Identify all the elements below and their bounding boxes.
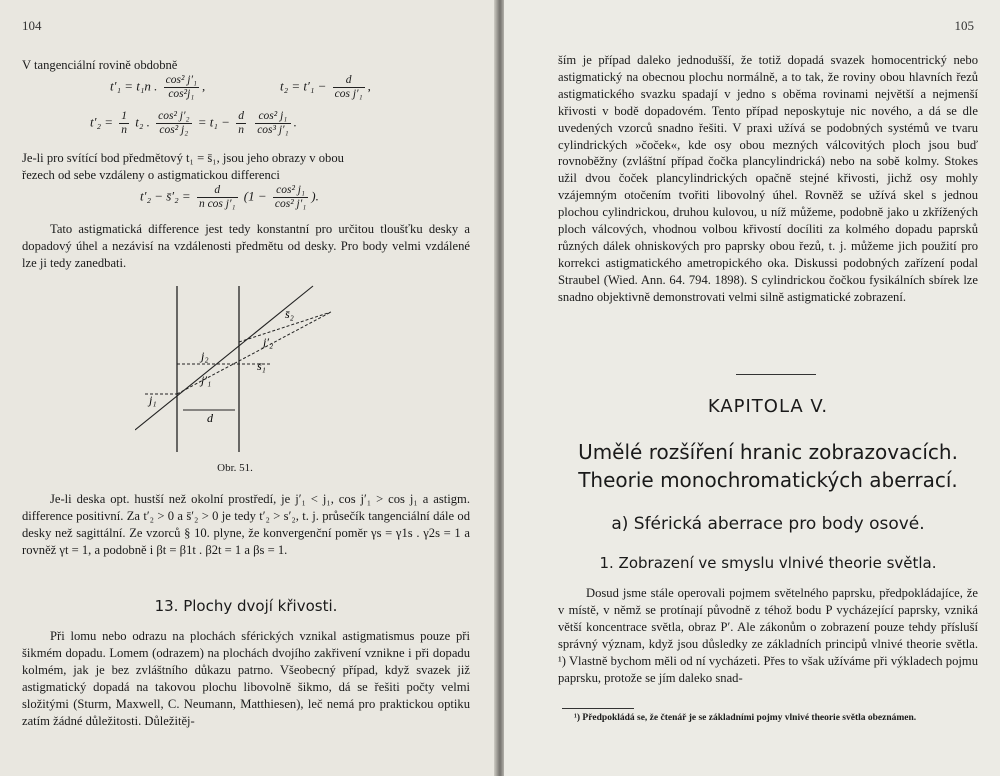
eq-fraction: [156, 110, 191, 137]
paragraph-2: Tato astigmatická difference jest tedy konstantní pro určitou tloušťku desky a dopadový úhel a nezávisí na vzdálenosti předmětu od desky. Pro body velmi vzdálené lze ji tedy zanedbati.: [22, 222, 470, 270]
paragraph-1: ším je případ daleko jednodušší, že totiž dopadá svazek homocentrický nebo astigmatický na obecnou plochu normálně, a to tak, že roviny obou hlavních řezů astigmatického svazku spadají v jedno s oběma rovinami největší a nejmenší křivosti v bodě dopadovém. Tento případ neposkytuje nic nového, a dá se dle uvedených vzorců snadno řešiti. V praxi užívá se podobných systémů ve tvaru cylindrických »čoček«, kde osy obou mezných válcovitých ploch jsou buď rovnoběžny (zvláštní případ čočka plancylindrická) nebo na sobě kolmy. Stokes užil dvou čoček plancylindrických opačně stejné křivosti, jichž osy mohly vzájemným otočením tvořiti libovolný úhel. Rovněž se užívá skel s jednou plochou cylindrickou, druhou kulovou, u níž můžeme, podobně jako u zkřížených ploch válcových, vhodnou volbou křivostí docíliti za kolmého dopadu paprsků různých dálek ohniskových pro paprsky obou řezů, t. j. můžeme jich použití pro korrekci astigmatického ametropického oka. Diskussi podobných zařízení podal Straubel (Wied. Ann. 64. 794. 1898). S cylindrickou čočkou fysikálních sbírek lze snadno objektivně demonstrovati velmi silně astigmatické zobrazení.: [558, 53, 978, 304]
label-j1-prime: j′₁: [201, 373, 212, 387]
chapter-rule: [736, 374, 816, 375]
intro-line: V tangenciální rovině obdobně: [22, 58, 178, 72]
label-s1: s̄₁: [257, 359, 266, 373]
label-j2: j₂: [201, 349, 209, 363]
subchapter-title: a) Sférická aberrace pro body osové.: [611, 514, 925, 534]
eq-num: cos² j′₂: [158, 110, 190, 122]
page-number: 105: [954, 18, 974, 33]
eq-den: cos² j₂: [159, 124, 189, 136]
eq-term: (1 −: [243, 188, 267, 204]
eq-den: cos² j′₁: [274, 198, 307, 210]
eq-fraction: [333, 74, 365, 101]
eq-term: .: [293, 114, 297, 130]
figure-51: [135, 282, 345, 457]
eq-num: cos² j₁: [273, 184, 308, 198]
eq-num: cos² j′₁: [165, 74, 198, 86]
eq-fraction: [236, 110, 246, 137]
para1-line1: Je-li pro svítící bod předmětový t₁ = s̄₁, jsou jeho obrazy v obou: [22, 151, 344, 165]
eq-num: 1: [121, 110, 127, 122]
figure-caption: Obr. 51.: [217, 462, 253, 474]
label-s2: s̄₂: [285, 307, 294, 321]
page-number: 104: [22, 18, 42, 33]
chapter-title-line2: Theorie monochromatických aberrací.: [578, 468, 958, 492]
eq-den: n: [238, 124, 244, 136]
equation-3: [140, 184, 319, 211]
eq-term: t₂ .: [135, 114, 150, 130]
eq-den: cos³ j′₁: [257, 124, 289, 136]
eq-term: t₂ = t′₁ −: [280, 78, 327, 94]
eq-term: t′₂ =: [90, 114, 113, 130]
chapter-label: KAPITOLA V.: [707, 396, 829, 417]
eq-num: d: [197, 184, 238, 198]
eq-den: n cos j′₁: [198, 198, 236, 210]
equation-1b: [280, 74, 371, 101]
right-page: [504, 0, 1000, 776]
eq-term: ).: [311, 188, 319, 204]
section-title: 1. Zobrazení ve smyslu vlnivé theorie světla.: [599, 554, 937, 572]
eq-fraction: [119, 110, 129, 137]
eq-term: t′₂ − s̄′₂ =: [140, 188, 191, 204]
eq-den: cos²j₁: [168, 88, 195, 100]
label-j1: j₁: [149, 393, 157, 407]
eq-term: ,: [367, 78, 371, 94]
eq-fraction: [255, 110, 290, 137]
eq-term: ,: [202, 78, 206, 94]
eq-fraction: [273, 184, 308, 211]
chapter-title-line1: Umělé rozšíření hranic zobrazovacích.: [578, 440, 958, 464]
footnote-rule: [562, 708, 634, 709]
paragraph-2: Dosud jsme stále operovali pojmem světelného paprsku, předpokládajíce, že v místě, v němž se protínají původně z téhož bodu P vycházející paprsky, vzniká větší koncentrace světla, obraz P′. Ale zákonům o zobrazení pouze tehdy přísluší správný význam, když jsou důsledky ze základních principů vlnivé theorie světla. ¹) Vlastně bychom měli od ní vycházeti. Přes to však užíváme při výkladech pojmu paprsku, protože se jím daleko snad-: [558, 586, 978, 685]
label-j2-prime: j′₂: [263, 335, 274, 349]
paragraph-4: Při lomu nebo odrazu na plochách sférických vznikal astigmatismus pouze při šikmém dopadu. Lomem (odrazem) na plochách dvojího zakřivení vznikne i při dopadu kolmém, jak je bez zvláštního důkazu patrno. Všeobecný případ, když svazek již astigmatický dopadá na takovou plochu libovolně šikmo, dá se řešiti počty velmi složitými (Sturm, Maxwell, C. Neumann, Matthiesen), leč nemá pro praktickou optiku zatím žádné důležitosti. Důležitěj-: [22, 629, 470, 728]
paragraph-3: Je-li deska opt. hustší než okolní prostředí, je j′₁ < j₁, cos j′₁ > cos j₁ a astigm. difference positivní. Za t′₂ > 0 a s̄′₂ > 0 je tedy t′₂ > s′₂, t. j. průsečík tangenciální dále od desky než sagittální. Ze vzorců § 10. plyne, že konvergenční poměr γs = γ1s . γ2s = 1 a rovněž γt = 1, a podobně i βt = β1t . β2t = 1 a βs = 1.: [22, 492, 470, 557]
label-d: d: [207, 411, 213, 425]
section-title: 13. Plochy dvojí křivosti.: [154, 597, 338, 615]
equation-1a: [110, 74, 205, 101]
eq-fraction: [197, 184, 238, 211]
para1-line2: řezech od sebe vzdáleny o astigmatickou differenci: [22, 168, 280, 182]
eq-term: t′₁ = t₁n .: [110, 78, 158, 94]
equation-2: [90, 110, 297, 137]
footnote: ¹) Předpokládá se, že čtenář je se základními pojmy vlnivé theorie světla obeznámen.: [574, 713, 917, 723]
eq-num: d: [333, 74, 365, 88]
left-page: [0, 0, 496, 776]
eq-fraction: [164, 74, 199, 101]
eq-num: cos² j₁: [255, 110, 290, 124]
eq-den: n: [121, 124, 127, 136]
eq-den: cos j′₁: [334, 88, 363, 100]
eq-term: = t₁ −: [197, 114, 230, 130]
eq-num: d: [238, 110, 244, 122]
